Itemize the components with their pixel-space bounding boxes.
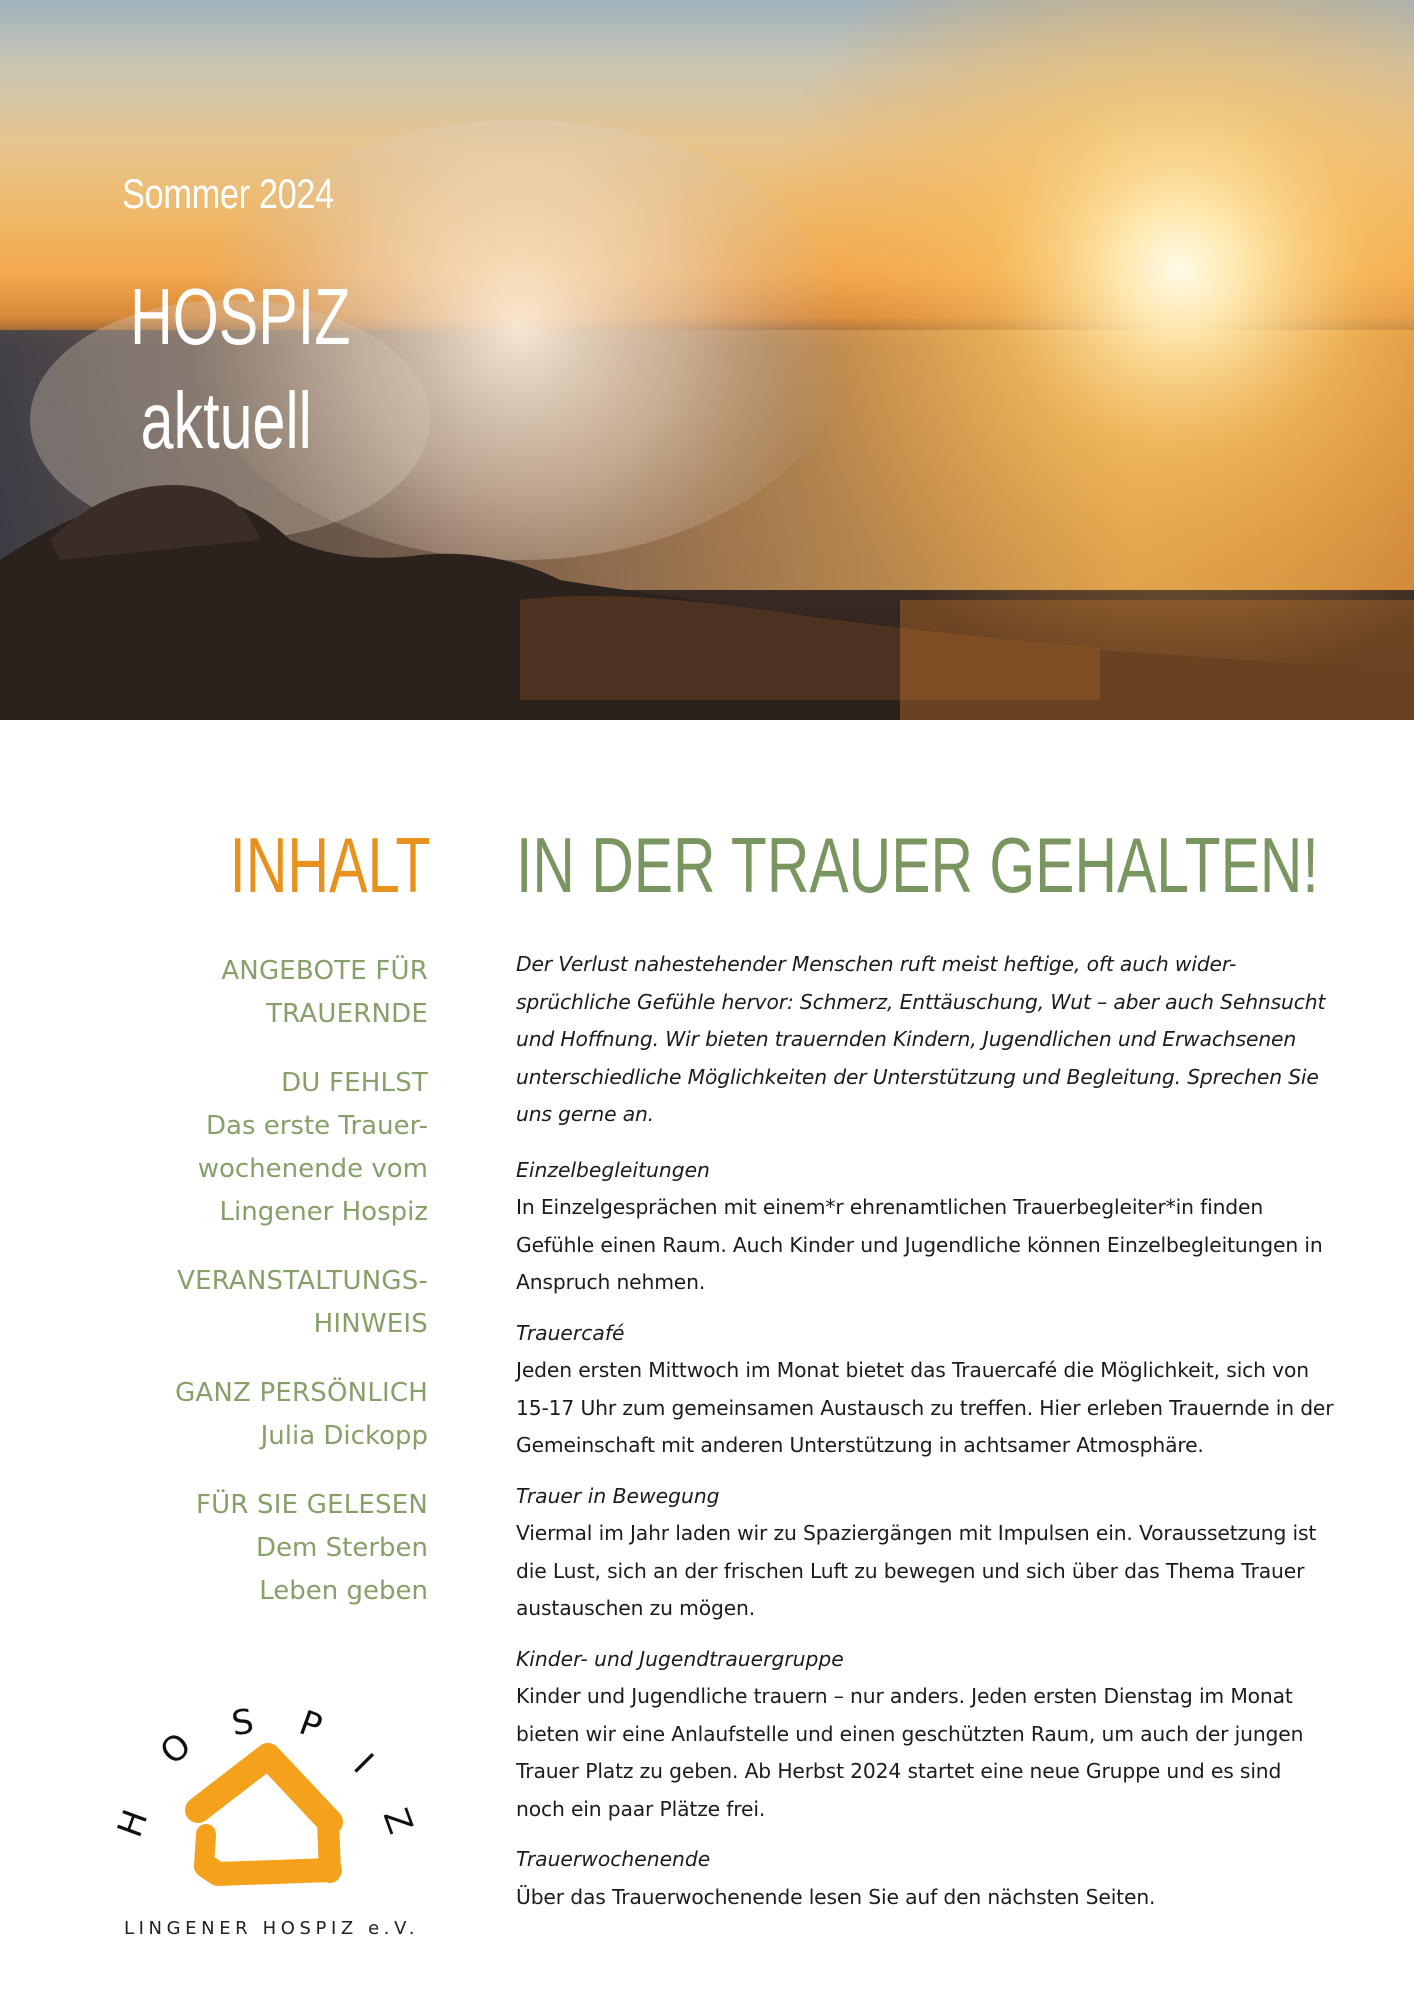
hero-image: [0, 0, 1414, 720]
title-line-1: HOSPIZ: [130, 272, 351, 361]
toc-item: [120, 950, 428, 1036]
title-line-2: aktuell: [140, 376, 312, 465]
intro-line: unterschiedliche Möglichkeiten der Unterstützung und Begleitung. Sprechen Sie: [516, 1064, 1319, 1089]
section-title: Trauer in Bewegung: [516, 1483, 720, 1508]
section-line: Gemeinschaft mit anderen Unterstützung in achtsamer Atmosphäre.: [516, 1433, 1204, 1457]
section-text: [516, 1352, 1346, 1465]
section-title: Einzelbegleitungen: [516, 1157, 710, 1182]
newsletter-title: [130, 265, 351, 473]
toc-item-subtitle: wochenende vom: [197, 1154, 428, 1184]
section-line: Anspruch nehmen.: [516, 1270, 706, 1294]
toc-item-subtitle: Leben geben: [259, 1576, 428, 1606]
toc-item: [120, 1062, 428, 1234]
logo-letter: I: [345, 1746, 381, 1782]
section-line: 15-17 Uhr zum gemeinsamen Austausch zu treffen. Hier erleben Trauernde in der: [516, 1395, 1334, 1420]
section-text: [516, 1678, 1346, 1828]
section-line: noch ein paar Plätze frei.: [516, 1796, 766, 1821]
toc-heading: INHALT: [229, 821, 431, 909]
toc-item-title: TRAUERNDE: [266, 999, 428, 1029]
toc-item-subtitle: Lingener Hospiz: [219, 1197, 428, 1227]
section-title: Kinder- und Jugendtrauergruppe: [516, 1646, 844, 1671]
toc-item-title: HINWEIS: [313, 1309, 428, 1339]
section-line: austauschen zu mögen.: [516, 1596, 756, 1620]
intro-line: sprüchliche Gefühle hervor: Schmerz, Enttäuschung, Wut – aber auch Sehnsucht: [516, 989, 1326, 1014]
section-line: Kinder und Jugendliche trauern – nur anders. Jeden ersten Dienstag im Monat: [516, 1684, 1293, 1708]
toc-item-subtitle: Dem Sterben: [256, 1533, 428, 1563]
toc-item-title: DU FEHLST: [281, 1068, 428, 1098]
toc-item-title: VERANSTALTUNGS-: [177, 1266, 428, 1296]
section-line: Gefühle einen Raum. Auch Kinder und Jugendliche können Einzelbegleitungen in: [516, 1232, 1323, 1257]
section-line: bieten wir eine Anlaufstelle und einen geschützten Raum, um auch der jungen: [516, 1721, 1304, 1746]
logo-caption: LINGENER HOSPIZ e.V.: [124, 1918, 420, 1939]
issue-season: Sommer 2024: [122, 170, 334, 217]
section-line: Über das Trauerwochenende lesen Sie auf den nächsten Seiten.: [516, 1884, 1156, 1909]
section-title: Trauerwochenende: [516, 1847, 711, 1871]
article-body: [516, 946, 1346, 1929]
toc-item: [120, 1372, 428, 1458]
logo-letter: O: [152, 1725, 200, 1773]
toc-item-title: GANZ PERSÖNLICH: [175, 1378, 428, 1408]
logo-letter: S: [229, 1701, 257, 1745]
section-line: Trauer Platz zu geben. Ab Herbst 2024 startet eine neue Gruppe und es sind: [516, 1759, 1282, 1783]
logo-letter: Z: [374, 1803, 421, 1839]
section-title: Trauercafé: [516, 1320, 625, 1345]
logo-letter: P: [294, 1702, 328, 1748]
section-text: [516, 1189, 1346, 1302]
section-text: [516, 1879, 1346, 1917]
section-line: Viermal im Jahr laden wir zu Spaziergängen mit Impulsen ein. Voraussetzung ist: [516, 1521, 1317, 1545]
toc-item: [120, 1260, 428, 1346]
table-of-contents: [120, 950, 428, 1639]
intro-line: Der Verlust nahestehender Menschen ruft meist heftige, oft auch wider-: [516, 952, 1237, 976]
section-text: [516, 1515, 1346, 1628]
logo-letter: H: [110, 1804, 157, 1843]
toc-item-title: ANGEBOTE FÜR: [221, 956, 428, 986]
toc-item-subtitle: Das erste Trauer-: [205, 1111, 428, 1141]
toc-item: [120, 1484, 428, 1613]
hospiz-logo: [110, 1690, 430, 1940]
house-icon: [198, 1756, 330, 1874]
intro-line: uns gerne an.: [516, 1102, 654, 1126]
article-intro: [516, 946, 1346, 1134]
intro-line: und Hoffnung. Wir bieten trauernden Kindern, Jugendlichen und Erwachsenen: [516, 1027, 1297, 1051]
article-heading: IN DER TRAUER GEHALTEN!: [516, 821, 1319, 909]
section-line: die Lust, sich an der frischen Luft zu bewegen und sich über das Thema Trauer: [516, 1558, 1305, 1583]
toc-item-subtitle: Julia Dickopp: [260, 1421, 428, 1451]
section-line: In Einzelgesprächen mit einem*r ehrenamtlichen Trauerbegleiter*in finden: [516, 1195, 1264, 1219]
section-line: Jeden ersten Mittwoch im Monat bietet das Trauercafé die Möglichkeit, sich von: [516, 1358, 1309, 1382]
toc-item-title: FÜR SIE GELESEN: [195, 1490, 428, 1520]
